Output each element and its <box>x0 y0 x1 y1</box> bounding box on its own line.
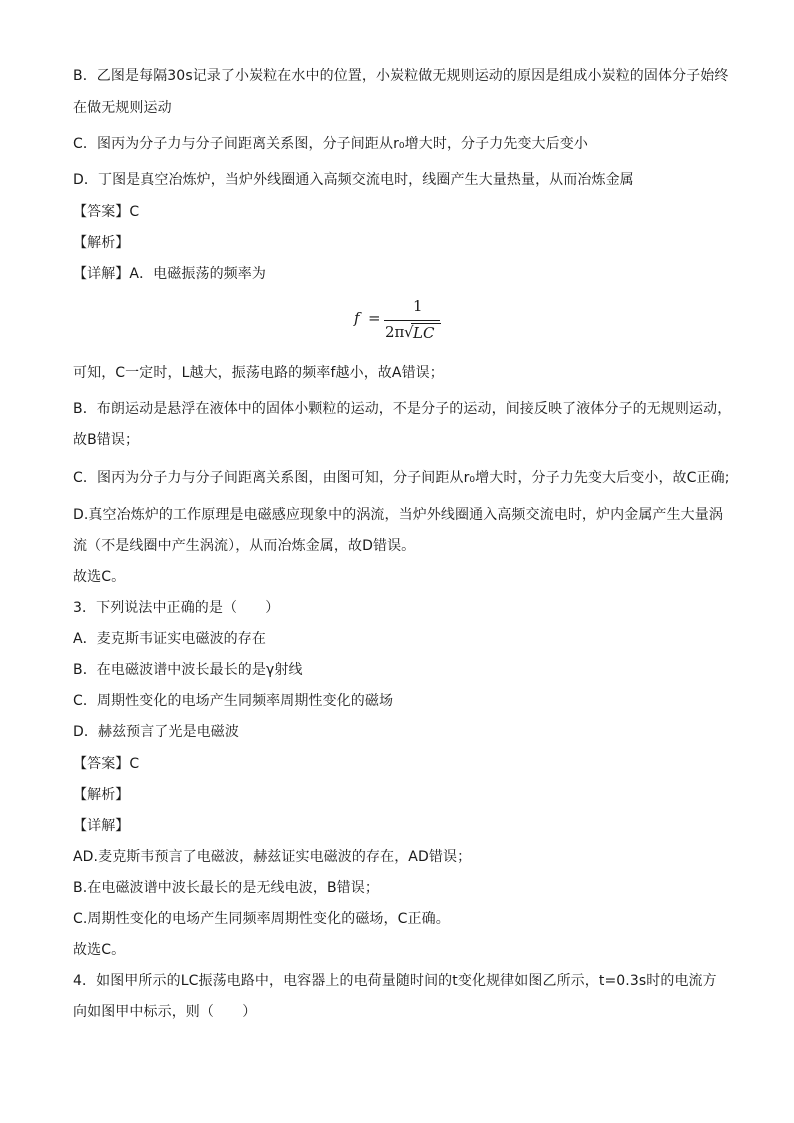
fraction-bar <box>384 320 440 321</box>
answer-label: 【答案】C <box>73 204 140 220</box>
option-b-line-2: 在做无规则运动 <box>73 100 172 116</box>
detail-line: 【详解】A．电磁振荡的频率为 <box>73 266 266 282</box>
frequency-formula <box>340 292 480 348</box>
option-d: D．丁图是真空冶炼炉，当炉外线圈通入高频交流电时，线圈产生大量热量，从而冶炼金属 <box>73 172 634 188</box>
q3-analysis-label: 【解析】 <box>73 787 130 803</box>
question-4-line-1: 4．如图甲所示的LC振荡电路中，电容器上的电荷量随时间的t变化规律如图乙所示，t=0.3s时的电流方 <box>73 973 717 989</box>
analysis-label: 【解析】 <box>73 235 130 251</box>
analysis-a: 可知，C一定时，L越大，振荡电路的频率f越小，故A错误； <box>73 365 444 381</box>
question-4-line-2: 向如图甲中标示，则（ ） <box>73 1004 257 1020</box>
formula-radicand: LC <box>413 324 435 342</box>
q3-option-a: A．麦克斯韦证实电磁波的存在 <box>73 631 266 647</box>
q3-analysis-c: C.周期性变化的电场产生同频率周期性变化的磁场，C正确。 <box>73 911 450 927</box>
analysis-b-line-2: 故B错误； <box>73 432 140 448</box>
question-3: 3．下列说法中正确的是（ ） <box>73 600 280 616</box>
analysis-d-line-1: D.真空冶炼炉的工作原理是电磁感应现象中的涡流，当炉外线圈通入高频交流电时，炉内金属产生大量涡 <box>73 507 723 523</box>
option-c: C．图丙为分子力与分子间距离关系图，分子间距从r₀增大时，分子力先变大后变小 <box>73 136 588 152</box>
q3-detail-label: 【详解】 <box>73 818 130 834</box>
sqrt-sign: √ <box>404 323 414 341</box>
choose-answer: 故选C。 <box>73 569 126 585</box>
formula-numerator: 1 <box>413 297 423 315</box>
q3-analysis-b: B.在电磁波谱中波长最长的是无线电波，B错误； <box>73 880 379 896</box>
analysis-b-line-1: B．布朗运动是悬浮在液体中的固体小颗粒的运动，不是分子的运动，间接反映了液体分子的无规则运动， <box>73 401 732 417</box>
q3-option-c: C．周期性变化的电场产生同频率周期性变化的磁场 <box>73 693 394 709</box>
q3-option-b: B．在电磁波谱中波长最长的是γ射线 <box>73 662 303 678</box>
formula-denominator-prefix: 2π <box>385 323 405 341</box>
formula-lhs: f <box>354 309 360 327</box>
analysis-d-line-2: 流（不是线圈中产生涡流），从而冶炼金属，故D错误。 <box>73 538 416 554</box>
q3-analysis-ad: AD.麦克斯韦预言了电磁波，赫兹证实电磁波的存在，AD错误； <box>73 849 472 865</box>
q3-option-d: D．赫兹预言了光是电磁波 <box>73 724 239 740</box>
formula-equals: = <box>368 309 381 327</box>
option-b-line-1: B．乙图是每隔30s记录了小炭粒在水中的位置，小炭粒做无规则运动的原因是组成小炭粒的固体分子始终 <box>73 68 729 84</box>
q3-answer-label: 【答案】C <box>73 756 140 772</box>
q3-choose-answer: 故选C。 <box>73 942 126 958</box>
analysis-c: C．图丙为分子力与分子间距离关系图，由图可知，分子间距从r₀增大时，分子力先变大后变小，故C正确; <box>73 470 730 486</box>
